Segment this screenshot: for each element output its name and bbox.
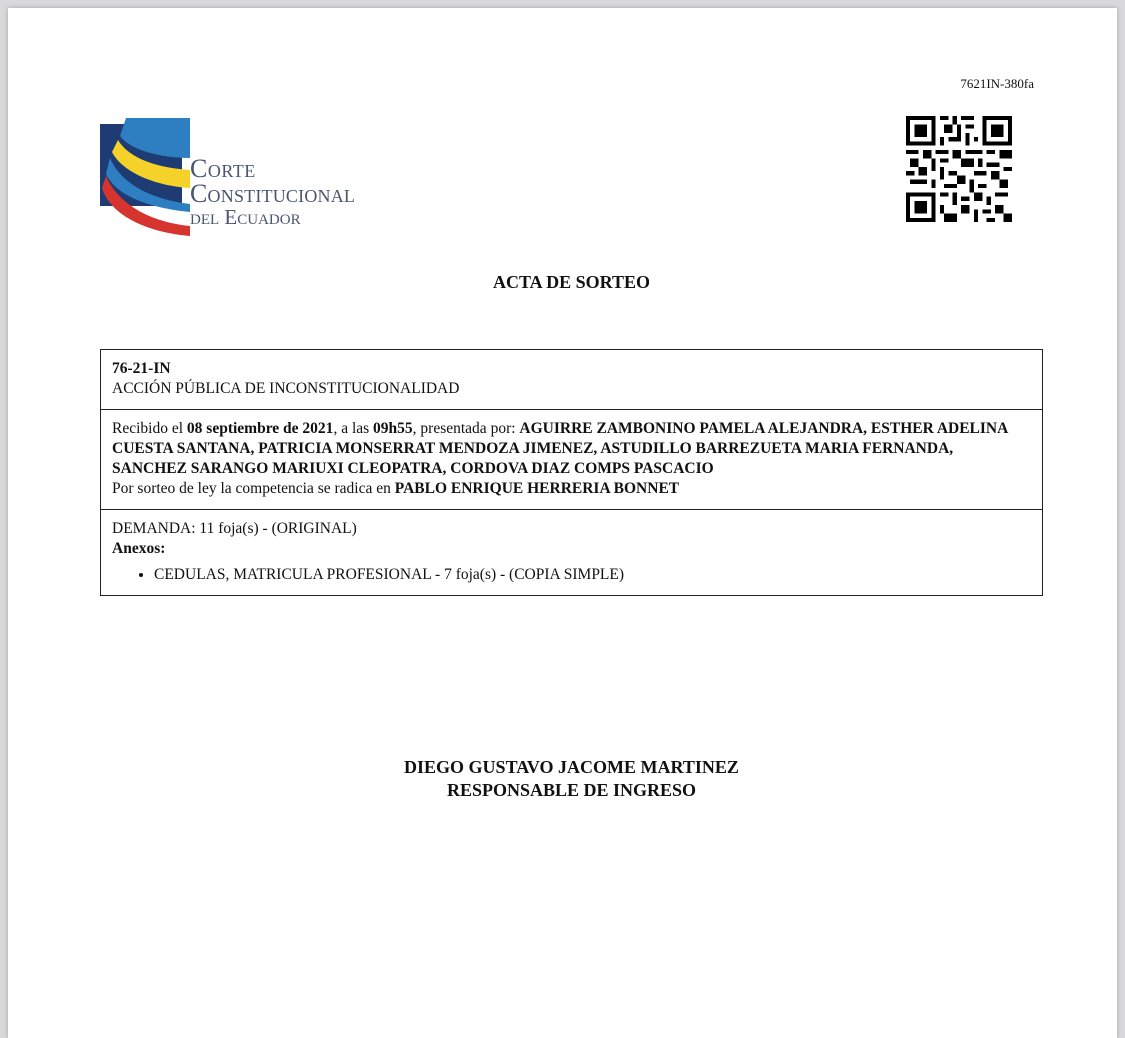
signature-block [8, 756, 1125, 802]
case-type: ACCIÓN PÚBLICA DE INCONSTITUCIONALIDAD [112, 380, 460, 397]
signer-name: DIEGO GUSTAVO JACOME MARTINEZ [404, 757, 739, 777]
annexes-label: Anexos: [112, 540, 166, 557]
qr-code-icon [906, 116, 1012, 222]
case-number: 76-21-IN [112, 360, 171, 377]
documents-section [101, 509, 1042, 595]
logo-line-1: Corte [190, 154, 256, 183]
assignment-prefix: Por sorteo de ley la competencia se radica en [112, 480, 395, 497]
reception-prefix: Recibido el [112, 420, 187, 437]
case-details-box [100, 349, 1043, 596]
document-page [8, 8, 1117, 1038]
demand-info: DEMANDA: 11 foja(s) - (ORIGINAL) [112, 520, 357, 537]
court-logo [100, 108, 400, 238]
logo-line-3: del Ecuador [190, 205, 301, 229]
signer-role: RESPONSABLE DE INGRESO [446, 780, 697, 800]
reception-text [112, 419, 1031, 479]
case-header-section [101, 350, 1042, 409]
assigned-judge: PABLO ENRIQUE HERRERIA BONNET [394, 480, 680, 497]
annexes-list [112, 565, 1031, 585]
court-emblem-icon [100, 108, 190, 238]
presenters-list: AGUIRRE ZAMBONINO PAMELA ALEJANDRA, ESTHER ADELINA CUESTA SANTANA, PATRICIA MONSERRAT MENDOZA JIMENEZ, ASTUDILLO BARREZUETA MARIA FERNANDA, SANCHEZ SARANGO MARIUXI CLEOPATRA, CORDOVA DIAZ COMPS PASCACIO [112, 420, 1008, 477]
assignment-text [112, 479, 1031, 499]
document-code: 7621IN-380fa [960, 76, 1034, 91]
annex-item: • CEDULAS, MATRICULA PROFESIONAL - 7 foja(s) - (COPIA SIMPLE) [154, 565, 1031, 585]
document-title: ACTA DE SORTEO [492, 272, 651, 292]
reception-connector-2: , presentada por: [412, 420, 520, 437]
court-logo-text [190, 156, 355, 228]
reception-date: 08 septiembre de 2021 [186, 420, 334, 437]
reception-section [101, 409, 1042, 509]
reception-time: 09h55 [373, 420, 413, 437]
logo-line-2: Constitucional [190, 179, 356, 208]
reception-connector-1: , a las [333, 420, 374, 437]
